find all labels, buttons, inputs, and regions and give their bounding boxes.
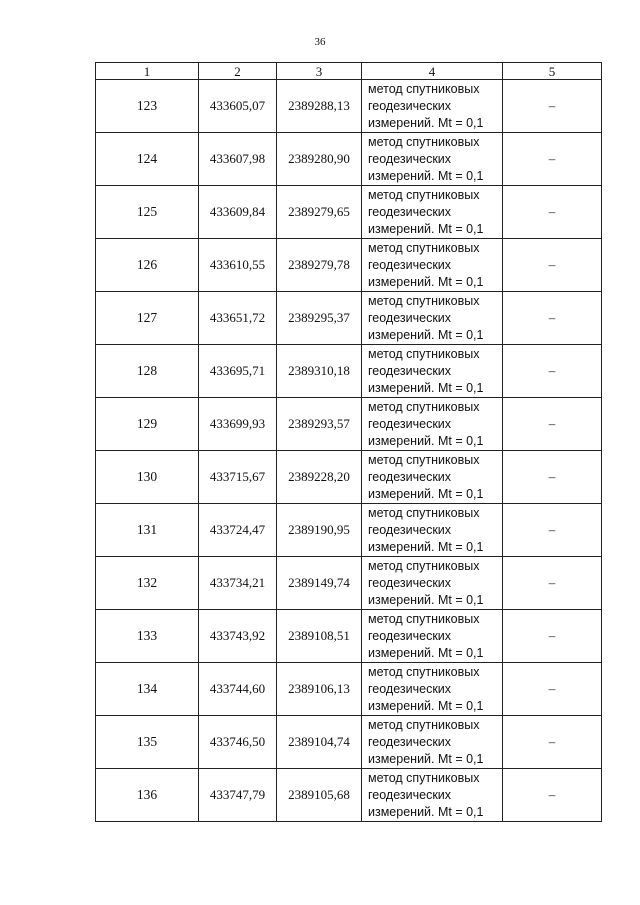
note-cell: – <box>503 186 602 239</box>
table-row <box>96 239 602 292</box>
method-line: метод спутниковых <box>368 505 480 520</box>
method-line: метод спутниковых <box>368 240 480 255</box>
method-cell <box>362 504 503 557</box>
y-coordinate-cell: 2389104,74 <box>277 716 362 769</box>
note-cell: – <box>503 345 602 398</box>
header-col-5: 5 <box>503 63 602 80</box>
table-row <box>96 345 602 398</box>
method-cell <box>362 610 503 663</box>
y-coordinate-cell: 2389288,13 <box>277 80 362 133</box>
method-line: измерений. Mt = 0,1 <box>368 115 484 130</box>
method-line: геодезических <box>368 257 452 272</box>
table-row <box>96 80 602 133</box>
method-cell <box>362 398 503 451</box>
table-row <box>96 398 602 451</box>
coordinates-table <box>95 62 602 822</box>
method-cell <box>362 451 503 504</box>
method-line: измерений. Mt = 0,1 <box>368 486 484 501</box>
note-cell: – <box>503 769 602 822</box>
method-line: геодезических <box>368 151 452 166</box>
method-line: геодезических <box>368 416 452 431</box>
method-line: метод спутниковых <box>368 346 480 361</box>
x-coordinate-cell: 433734,21 <box>199 557 277 610</box>
method-cell <box>362 716 503 769</box>
y-coordinate-cell: 2389293,57 <box>277 398 362 451</box>
y-coordinate-cell: 2389228,20 <box>277 451 362 504</box>
method-cell <box>362 239 503 292</box>
x-coordinate-cell: 433746,50 <box>199 716 277 769</box>
note-cell: – <box>503 451 602 504</box>
table-row <box>96 769 602 822</box>
point-number-cell: 128 <box>96 345 199 398</box>
method-line: измерений. Mt = 0,1 <box>368 751 484 766</box>
x-coordinate-cell: 433651,72 <box>199 292 277 345</box>
x-coordinate-cell: 433695,71 <box>199 345 277 398</box>
method-line: метод спутниковых <box>368 187 480 202</box>
method-line: измерений. Mt = 0,1 <box>368 274 484 289</box>
point-number-cell: 135 <box>96 716 199 769</box>
note-cell: – <box>503 398 602 451</box>
point-number-cell: 136 <box>96 769 199 822</box>
method-line: метод спутниковых <box>368 134 480 149</box>
note-cell: – <box>503 133 602 186</box>
y-coordinate-cell: 2389106,13 <box>277 663 362 716</box>
x-coordinate-cell: 433607,98 <box>199 133 277 186</box>
method-line: метод спутниковых <box>368 770 480 785</box>
method-line: геодезических <box>368 204 452 219</box>
point-number-cell: 123 <box>96 80 199 133</box>
point-number-cell: 126 <box>96 239 199 292</box>
table-row <box>96 716 602 769</box>
y-coordinate-cell: 2389190,95 <box>277 504 362 557</box>
x-coordinate-cell: 433609,84 <box>199 186 277 239</box>
page-number: 36 <box>314 36 326 48</box>
y-coordinate-cell: 2389279,65 <box>277 186 362 239</box>
method-cell <box>362 80 503 133</box>
y-coordinate-cell: 2389295,37 <box>277 292 362 345</box>
point-number-cell: 134 <box>96 663 199 716</box>
table-row <box>96 186 602 239</box>
method-line: геодезических <box>368 681 452 696</box>
method-line: геодезических <box>368 522 452 537</box>
table-row <box>96 504 602 557</box>
point-number-cell: 133 <box>96 610 199 663</box>
table-row <box>96 292 602 345</box>
method-line: метод спутниковых <box>368 81 480 96</box>
note-cell: – <box>503 557 602 610</box>
method-cell <box>362 557 503 610</box>
header-row <box>96 63 602 80</box>
method-line: геодезических <box>368 310 452 325</box>
method-line: измерений. Mt = 0,1 <box>368 433 484 448</box>
method-line: метод спутниковых <box>368 558 480 573</box>
point-number-cell: 125 <box>96 186 199 239</box>
point-number-cell: 129 <box>96 398 199 451</box>
note-cell: – <box>503 504 602 557</box>
header-col-2: 2 <box>199 63 277 80</box>
method-line: измерений. Mt = 0,1 <box>368 539 484 554</box>
method-line: метод спутниковых <box>368 664 480 679</box>
method-line: измерений. Mt = 0,1 <box>368 168 484 183</box>
note-cell: – <box>503 610 602 663</box>
method-cell <box>362 133 503 186</box>
method-line: метод спутниковых <box>368 293 480 308</box>
method-cell <box>362 186 503 239</box>
point-number-cell: 131 <box>96 504 199 557</box>
table-row <box>96 610 602 663</box>
method-cell <box>362 345 503 398</box>
x-coordinate-cell: 433724,47 <box>199 504 277 557</box>
method-line: геодезических <box>368 469 452 484</box>
method-line: геодезических <box>368 734 452 749</box>
method-line: геодезических <box>368 787 452 802</box>
table-body <box>96 80 602 822</box>
method-cell <box>362 663 503 716</box>
method-line: геодезических <box>368 575 452 590</box>
y-coordinate-cell: 2389279,78 <box>277 239 362 292</box>
x-coordinate-cell: 433610,55 <box>199 239 277 292</box>
method-line: измерений. Mt = 0,1 <box>368 327 484 342</box>
method-line: измерений. Mt = 0,1 <box>368 221 484 236</box>
x-coordinate-cell: 433699,93 <box>199 398 277 451</box>
point-number-cell: 124 <box>96 133 199 186</box>
table-row <box>96 663 602 716</box>
method-line: геодезических <box>368 363 452 378</box>
method-line: геодезических <box>368 98 452 113</box>
note-cell: – <box>503 239 602 292</box>
table-row <box>96 557 602 610</box>
y-coordinate-cell: 2389310,18 <box>277 345 362 398</box>
header-col-1: 1 <box>96 63 199 80</box>
point-number-cell: 130 <box>96 451 199 504</box>
method-line: измерений. Mt = 0,1 <box>368 698 484 713</box>
method-line: метод спутниковых <box>368 611 480 626</box>
note-cell: – <box>503 292 602 345</box>
x-coordinate-cell: 433605,07 <box>199 80 277 133</box>
method-cell <box>362 769 503 822</box>
method-cell <box>362 292 503 345</box>
method-line: измерений. Mt = 0,1 <box>368 380 484 395</box>
method-line: измерений. Mt = 0,1 <box>368 645 484 660</box>
x-coordinate-cell: 433743,92 <box>199 610 277 663</box>
x-coordinate-cell: 433715,67 <box>199 451 277 504</box>
x-coordinate-cell: 433747,79 <box>199 769 277 822</box>
y-coordinate-cell: 2389105,68 <box>277 769 362 822</box>
table-row <box>96 451 602 504</box>
method-line: измерений. Mt = 0,1 <box>368 592 484 607</box>
note-cell: – <box>503 663 602 716</box>
header-col-4: 4 <box>362 63 503 80</box>
note-cell: – <box>503 716 602 769</box>
header-col-3: 3 <box>277 63 362 80</box>
point-number-cell: 127 <box>96 292 199 345</box>
y-coordinate-cell: 2389108,51 <box>277 610 362 663</box>
method-line: метод спутниковых <box>368 399 480 414</box>
method-line: геодезических <box>368 628 452 643</box>
method-line: измерений. Mt = 0,1 <box>368 804 484 819</box>
y-coordinate-cell: 2389280,90 <box>277 133 362 186</box>
point-number-cell: 132 <box>96 557 199 610</box>
x-coordinate-cell: 433744,60 <box>199 663 277 716</box>
table-row <box>96 133 602 186</box>
method-line: метод спутниковых <box>368 717 480 732</box>
method-line: метод спутниковых <box>368 452 480 467</box>
y-coordinate-cell: 2389149,74 <box>277 557 362 610</box>
note-cell: – <box>503 80 602 133</box>
